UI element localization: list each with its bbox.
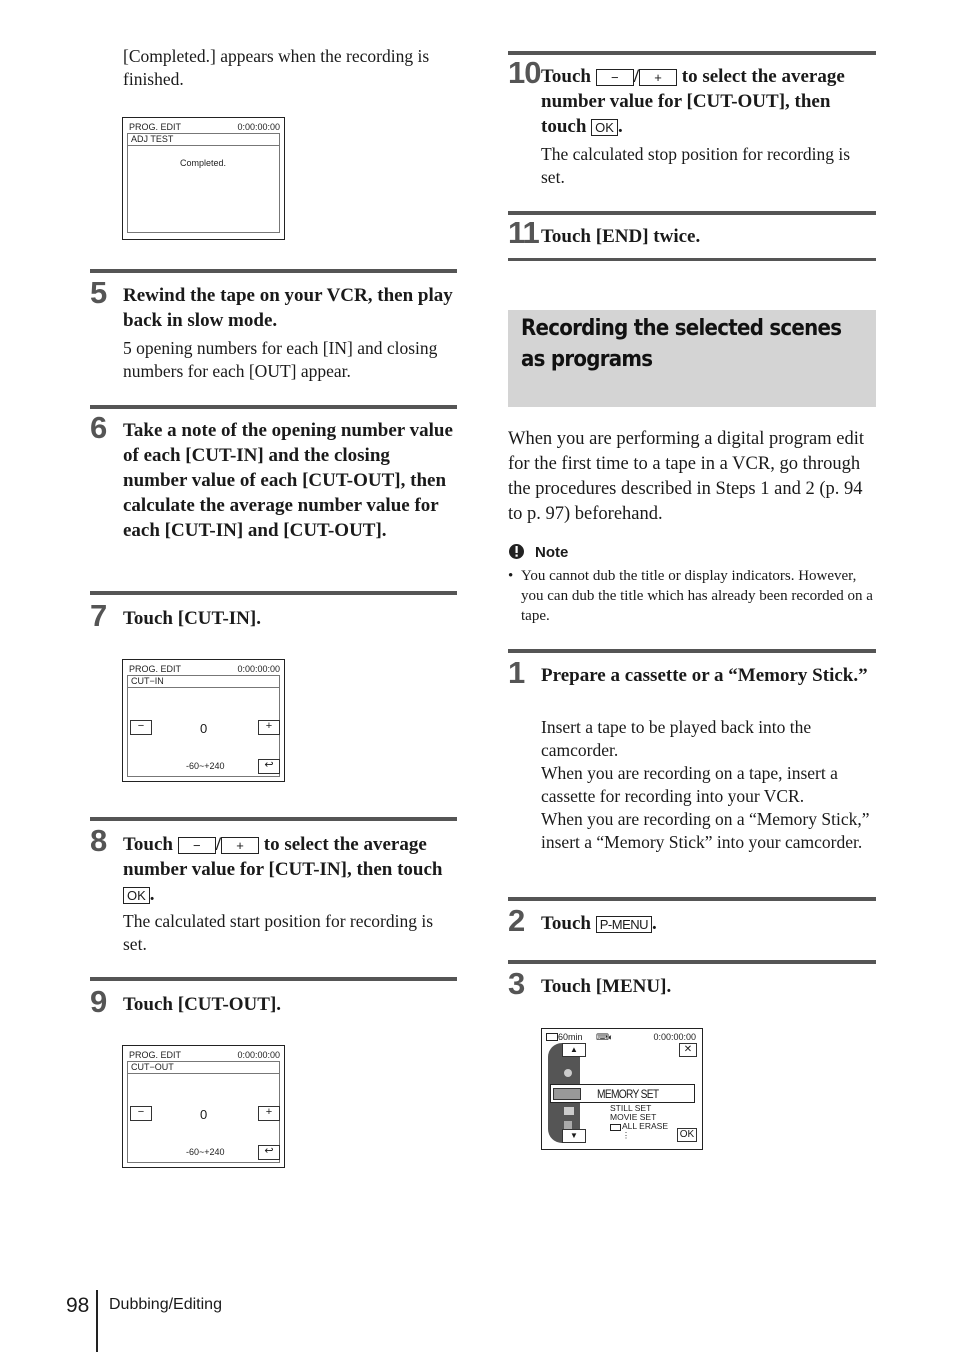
ok-button[interactable]: OK <box>677 1128 697 1142</box>
step-title: Take a note of the opening number value of each [CUT-IN] and the closing number value of each [CUT-OUT], then calculate the average number value for each [CUT-IN] and [CUT-OUT]. <box>123 420 453 541</box>
section-intro: When you are performing a digital program edit for the first time to a tape in a VCR, go through the procedures described in Steps 1 and 2 (p. 94 to p. 97) beforehand. <box>508 429 864 524</box>
more-indicator: ⋮ <box>622 1131 630 1140</box>
step-description: The calculated start position for recording is set. <box>123 911 434 954</box>
memory-set-icon <box>553 1088 581 1100</box>
section-banner <box>508 310 876 407</box>
step-number: 5 <box>90 275 107 310</box>
battery-icon <box>546 1033 558 1041</box>
step-number: 9 <box>90 984 107 1019</box>
lcd-mode: PROG. EDIT <box>129 664 182 674</box>
slash: / <box>633 66 640 87</box>
menu-item[interactable]: ALL ERASE <box>622 1121 668 1131</box>
menu-item[interactable]: STILL SET <box>610 1103 652 1113</box>
lcd-timecode: 0:00:00:00 <box>237 664 280 674</box>
lcd-range: -60~+240 <box>186 761 225 771</box>
period: . <box>149 884 155 905</box>
return-button[interactable]: ↩ <box>258 1145 280 1160</box>
step-number: 6 <box>90 410 107 445</box>
lcd-tab: CUT−OUT <box>131 1062 174 1072</box>
step-number: 3 <box>508 966 525 1001</box>
lcd-tab: CUT−IN <box>131 676 164 686</box>
menu-item[interactable]: MOVIE SET <box>610 1112 657 1122</box>
lcd-timecode: 0:00:00:00 <box>237 1050 280 1060</box>
p-menu-button: P-MENU <box>596 916 652 933</box>
ok-button: OK <box>591 119 618 136</box>
step-title: Touch [MENU]. <box>541 976 672 997</box>
step-number: 7 <box>90 598 107 633</box>
intro-text: [Completed.] appears when the recording is finished. <box>123 46 430 89</box>
all-erase-icon <box>610 1124 621 1131</box>
period: . <box>652 913 657 934</box>
memory-icon: ◐ <box>608 1032 614 1042</box>
camera-icon <box>564 1069 572 1077</box>
step-number: 10 <box>508 55 541 90</box>
step-title-touch2: touch <box>397 859 443 880</box>
plus-button: + <box>221 837 259 854</box>
note-heading <box>508 543 568 562</box>
step-title-rest: to select the average number value for [CUT-IN], then <box>123 834 427 880</box>
lcd-value: 0 <box>200 721 208 736</box>
footer-divider <box>96 1290 98 1352</box>
step-title-touch: Touch <box>123 834 173 855</box>
step-number: 2 <box>508 903 525 938</box>
lcd-range: -60~+240 <box>186 1147 225 1157</box>
lcd-screen-completed <box>122 117 285 240</box>
lcd-value: 0 <box>200 1107 208 1122</box>
step-description: 5 opening numbers for each [IN] and closing numbers for each [OUT] appear. <box>123 338 438 381</box>
tape-menu-icon <box>564 1121 572 1129</box>
return-button[interactable]: ↩ <box>258 759 280 774</box>
step-title <box>541 911 876 936</box>
lcd-message: Completed. <box>180 158 227 168</box>
section-title: Recording the selected scenes as programs <box>521 316 842 372</box>
scroll-up-button[interactable]: ▲ <box>562 1043 586 1057</box>
lcd-tab: ADJ TEST <box>131 134 174 144</box>
step-description: The calculated stop position for recording is set. <box>541 144 851 187</box>
lcd-mode: PROG. EDIT <box>129 122 182 132</box>
plus-button: + <box>639 69 677 86</box>
minus-button[interactable]: − <box>130 1106 152 1121</box>
step-title-touch: Touch <box>541 913 591 934</box>
minus-button[interactable]: − <box>130 720 152 735</box>
step-title-touch2: touch <box>541 116 587 137</box>
plus-button[interactable]: + <box>258 1106 280 1121</box>
page-number: 98 <box>66 1294 90 1317</box>
battery-time: 60min <box>558 1032 583 1042</box>
lcd-timecode: 0:00:00:00 <box>237 122 280 132</box>
lcd-mode: PROG. EDIT <box>129 1050 182 1060</box>
step-title <box>541 64 876 139</box>
step-description: Insert a tape to be played back into the camcorder. <box>541 717 812 760</box>
step-number: 11 <box>508 215 539 250</box>
note-bullet: You cannot dub the title or display indicators. However, you can dub the title which has already been recorded on a tape. <box>521 568 873 624</box>
step-title <box>123 832 458 907</box>
lcd-screen-cut-in <box>122 659 285 782</box>
step-title: Touch [CUT-IN]. <box>123 608 261 629</box>
tape-icon: ⌨ <box>596 1032 609 1042</box>
minus-button: − <box>178 837 216 854</box>
lcd-screen-menu <box>541 1028 703 1150</box>
menu-item-selected[interactable] <box>550 1084 695 1103</box>
step-description: When you are recording on a tape, insert a cassette for recording into your VCR. <box>541 763 838 806</box>
step-title: Prepare a cassette or a “Memory Stick.” <box>541 665 868 686</box>
step-title-rest: to select the average number value for [CUT-OUT], then <box>541 66 845 112</box>
step-title: Touch [END] twice. <box>541 226 701 247</box>
lcd-timecode: 0:00:00:00 <box>653 1032 696 1042</box>
note-icon <box>508 543 525 560</box>
menu-item-label: MEMORY SET <box>597 1087 659 1101</box>
settings-icon <box>564 1107 574 1115</box>
minus-button: − <box>596 69 634 86</box>
period: . <box>617 116 623 137</box>
lcd-screen-cut-out <box>122 1045 285 1168</box>
step-number: 1 <box>508 655 525 690</box>
ok-button: OK <box>123 887 150 904</box>
step-title: Touch [CUT-OUT]. <box>123 994 282 1015</box>
step-title-touch: Touch <box>541 66 591 87</box>
scroll-down-button[interactable]: ▼ <box>562 1129 586 1143</box>
plus-button[interactable]: + <box>258 720 280 735</box>
note-label: Note <box>535 544 569 561</box>
bullet-dot: • <box>508 568 514 584</box>
step-title: Rewind the tape on your VCR, then play back in slow mode. <box>123 285 453 331</box>
slash: / <box>215 834 222 855</box>
section-name: Dubbing/Editing <box>109 1296 222 1313</box>
step-description: When you are recording on a “Memory Stick,” insert a “Memory Stick” into your camcorder. <box>541 809 870 852</box>
close-button[interactable]: ✕ <box>679 1043 697 1057</box>
step-number: 8 <box>90 823 107 858</box>
